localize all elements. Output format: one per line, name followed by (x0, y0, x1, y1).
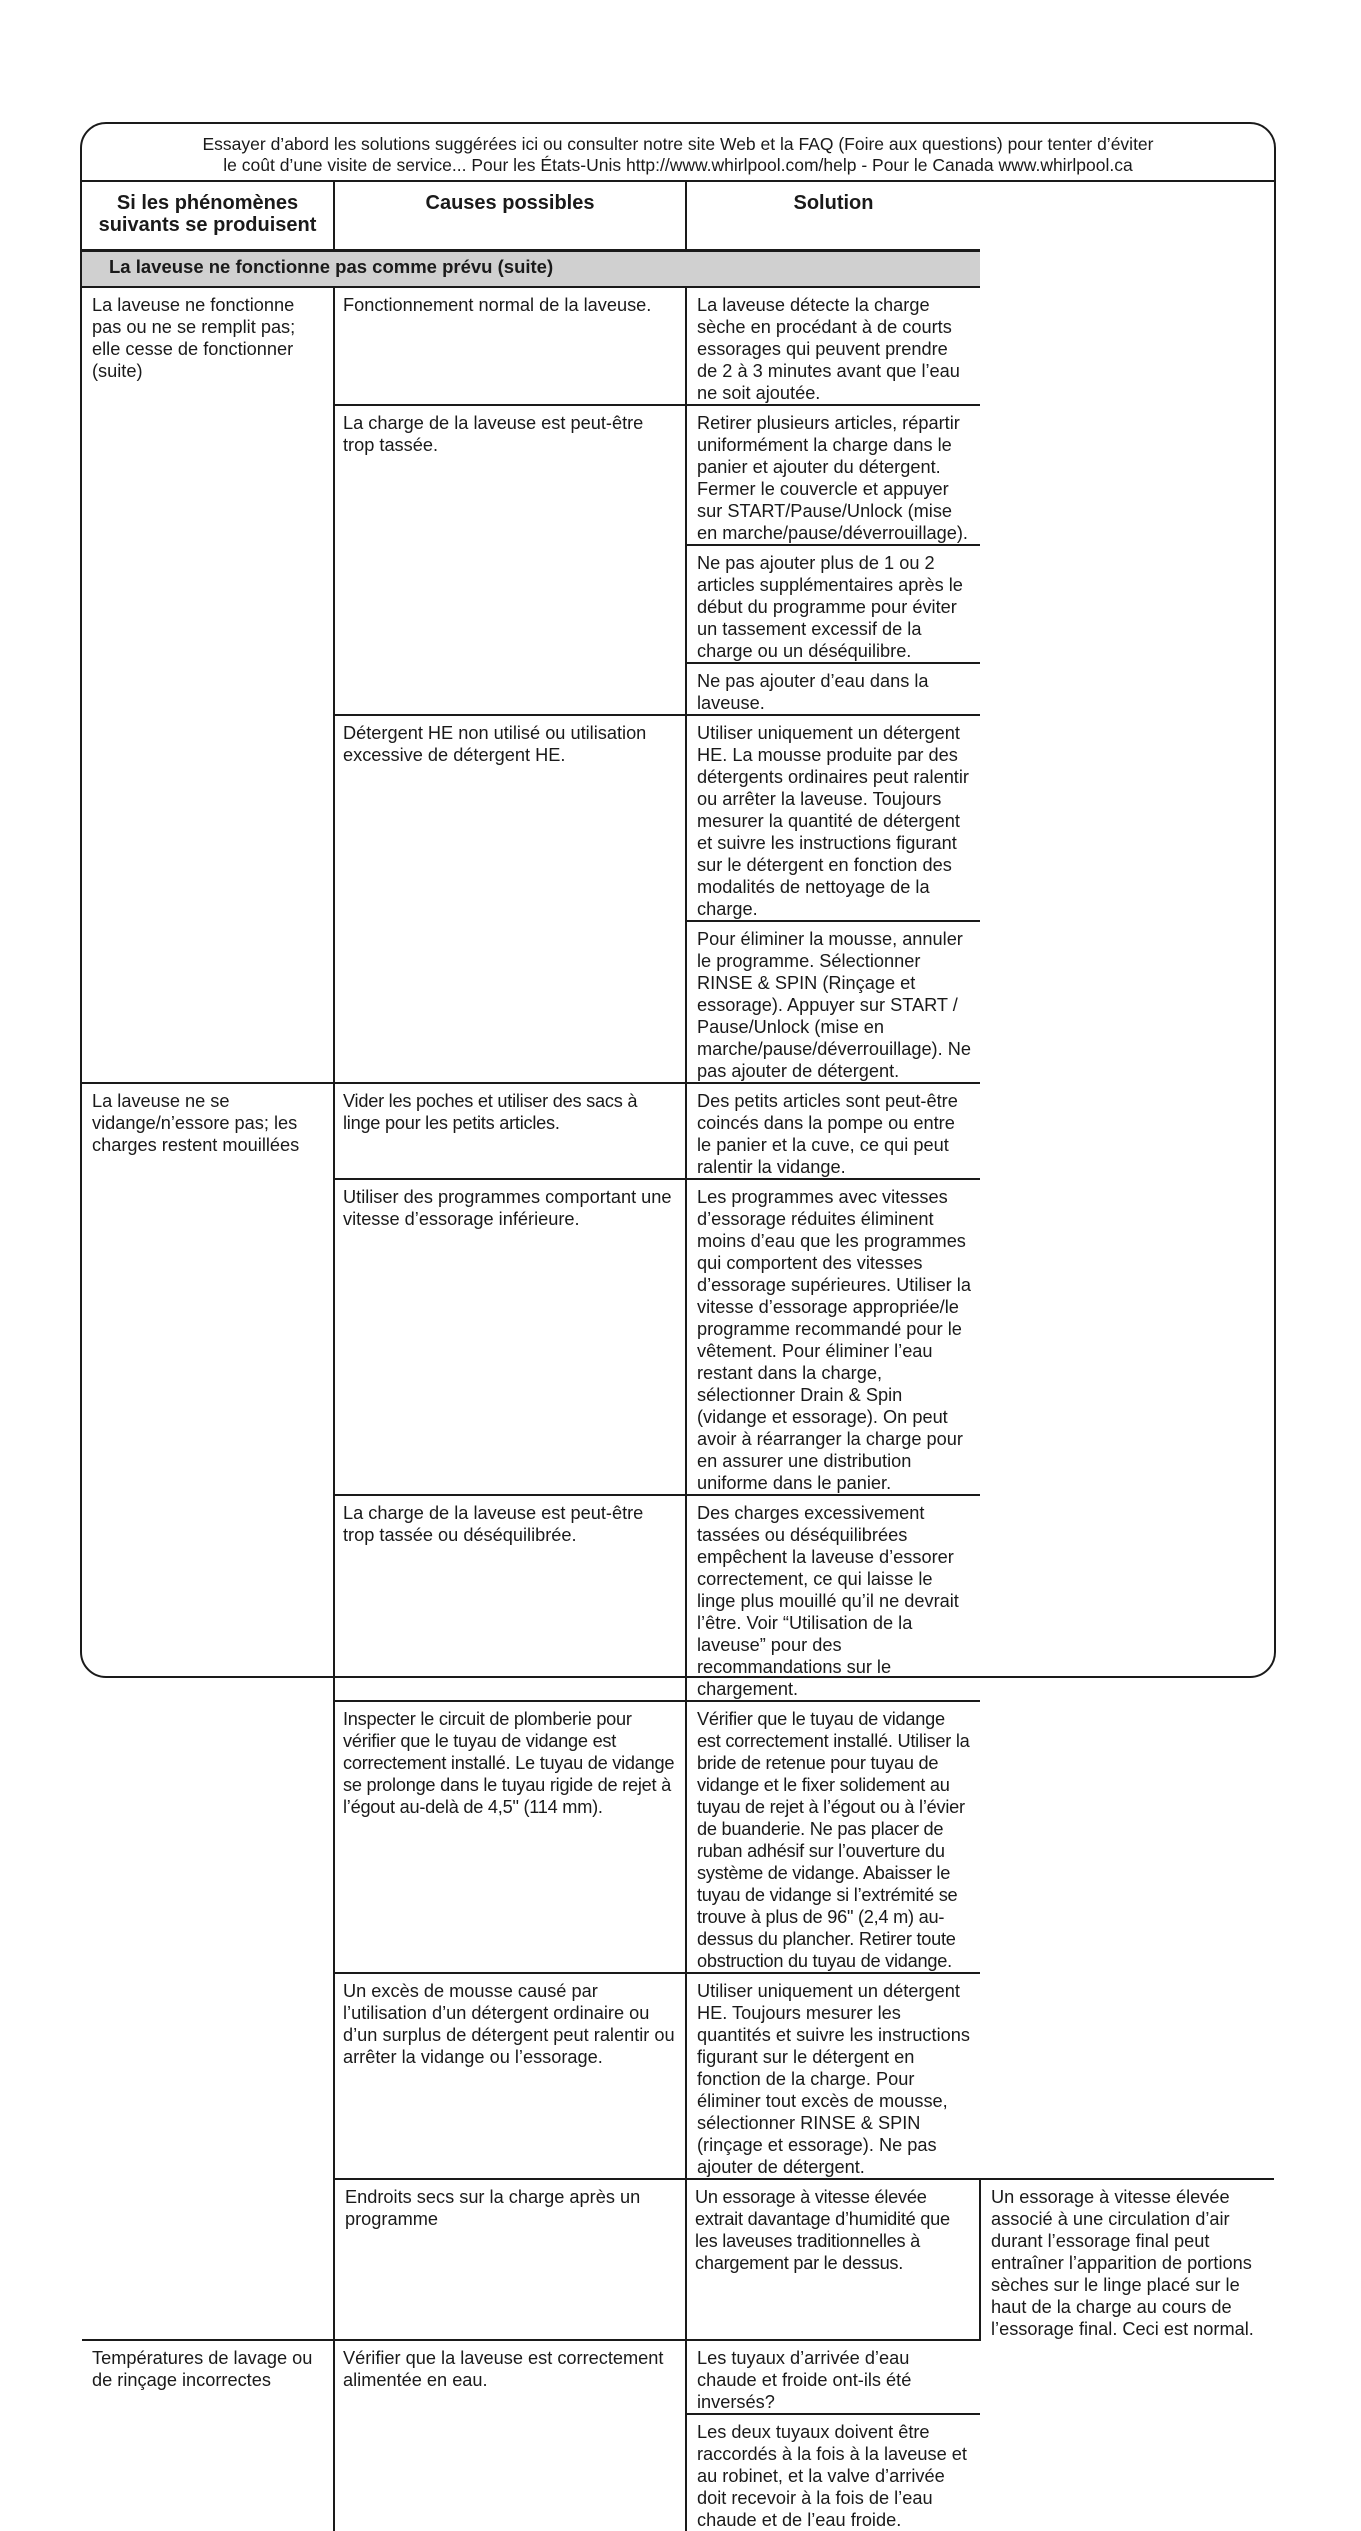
solution-cell: Les tuyaux d’arrivée d’eau chaude et froide ont-ils été inversés? (686, 2340, 980, 2414)
solution-cell: Un essorage à vitesse élevée associé à une circulation d’air durant l’essorage final peut entraîner l’apparition de portions sèches sur le linge placé sur le haut de la charge au cours de l’essorage final. Ceci est normal. (980, 2179, 1274, 2340)
header-solution: Solution (686, 182, 980, 250)
cause-cell: Vider les poches et utiliser des sacs à linge pour les petits articles. (334, 1083, 686, 1179)
cause-cell: Utiliser des programmes comportant une vitesse d’essorage inférieure. (334, 1179, 686, 1495)
solution-cell: Utiliser uniquement un détergent HE. Toujours mesurer les quantités et suivre les instructions figurant sur le détergent en fonction de la charge. Pour éliminer tout excès de mousse, sélectionner RINSE & SPIN (rinçage et essorage). Ne pas ajouter de détergent. (686, 1973, 980, 2179)
header-problem: Si les phénomènes suivants se produisent (82, 182, 334, 250)
table-row (82, 287, 1274, 405)
solution-cell: Pour éliminer la mousse, annuler le programme. Sélectionner RINSE & SPIN (Rinçage et essorage). Appuyer sur START / Pause/Unlock (mise en marche/pause/déverrouillage). Ne pas ajouter de détergent. (686, 921, 980, 1083)
intro-note (82, 124, 1274, 182)
section-row (82, 250, 1274, 287)
solution-cell: Les deux tuyaux doivent être raccordés à la fois à la laveuse et au robinet, et la valve d’arrivée doit recevoir à la fois de l’eau chaude et de l’eau froide. (686, 2414, 980, 2531)
cause-cell: Fonctionnement normal de la laveuse. (334, 287, 686, 405)
section-title: La laveuse ne fonctionne pas comme prévu (suite) (82, 250, 980, 287)
solution-cell: Retirer plusieurs articles, répartir uniformément la charge dans le panier et ajouter du détergent. Fermer le couvercle et appuyer sur START/Pause/Unlock (mise en marche/pause/déverrouillage). (686, 405, 980, 545)
solution-cell: Vérifier que le tuyau de vidange est correctement installé. Utiliser la bride de retenue pour tuyau de vidange et le fixer solidement au tuyau de rejet à l’égout ou à l’évier de buanderie. Ne pas placer de ruban adhésif sur l’ouverture du système de vidange. Abaisser le tuyau de vidange si l’extrémité se trouve à plus de 96" (2,4 m) au-dessus du plancher. Retirer toute obstruction du tuyau de vidange. (686, 1701, 980, 1973)
problem-cell: Endroits secs sur la charge après un programme (334, 2179, 686, 2340)
cause-cell: Un excès de mousse causé par l’utilisation d’un détergent ordinaire ou d’un surplus de détergent peut ralentir ou arrêter la vidange ou l’essorage. (334, 1973, 686, 2179)
table-header-row (82, 182, 1274, 250)
cause-cell: La charge de la laveuse est peut-être trop tassée. (334, 405, 686, 715)
solution-cell: Ne pas ajouter d’eau dans la laveuse. (686, 663, 980, 715)
table-row (82, 1083, 1274, 1179)
troubleshooting-panel (80, 122, 1276, 2530)
intro-line-1: Essayer d’abord les solutions suggérées ici ou consulter notre site Web et la FAQ (Foire aux questions) pour tenter d’éviter (202, 134, 1154, 154)
problem-cell: La laveuse ne fonctionne pas ou ne se remplit pas; elle cesse de fonctionner (suite) (82, 287, 334, 1083)
solution-cell: La laveuse détecte la charge sèche en procédant à de courts essorages qui peuvent prendre de 2 à 3 minutes avant que l’eau ne soit ajoutée. (697, 295, 960, 403)
solution-cell: Des charges excessivement tassées ou déséquilibrées empêchent la laveuse d’essorer correctement, ce qui laisse le linge plus mouillé qu’il ne devrait l’être. Voir “Utilisation de la laveuse” pour des recommandations sur le chargement. (686, 1495, 980, 1701)
problem-cell: La laveuse ne se vidange/n’essore pas; les charges restent mouillées (82, 1083, 334, 2340)
cause-cell: Inspecter le circuit de plomberie pour vérifier que le tuyau de vidange est correctement installé. Le tuyau de vidange se prolonge dans le tuyau rigide de rejet à l’égout au-delà de 4,5" (114 mm). (334, 1701, 686, 1973)
solution-cell: Des petits articles sont peut-être coincés dans la pompe ou entre le panier et la cuve, ce qui peut ralentir la vidange. (686, 1083, 980, 1179)
cause-cell: Un essorage à vitesse élevée extrait davantage d’humidité que les laveuses traditionnelles à chargement par le dessus. (686, 2179, 980, 2340)
problem-cell: Températures de lavage ou de rinçage incorrectes (82, 2340, 334, 2531)
solution-cell: Utiliser uniquement un détergent HE. La mousse produite par des détergents ordinaires peut ralentir ou arrêter la laveuse. Toujours mesurer la quantité de détergent et suivre les instructions figurant sur le détergent en fonction des modalités de nettoyage de la charge. (686, 715, 980, 921)
table-row (82, 2340, 1274, 2414)
solution-cell: Les programmes avec vitesses d’essorage réduites éliminent moins d’eau que les programmes qui comportent des vitesses d’essorage supérieures. Utiliser la vitesse d’essorage appropriée/le programme recommandé pour le vêtement. Pour éliminer l’eau restant dans la charge, sélectionner Drain & Spin (vidange et essorage). On peut avoir à réarranger la charge pour en assurer une distribution uniforme dans le panier. (686, 1179, 980, 1495)
intro-line-2: le coût d’une visite de service... Pour les États-Unis http://www.whirlpool.com/help - Pour le Canada www.whirlpool.ca (223, 155, 1133, 175)
solution-cell: Ne pas ajouter plus de 1 ou 2 articles supplémentaires après le début du programme pour éviter un tassement excessif de la charge ou un déséquilibre. (686, 545, 980, 663)
cause-cell: Vérifier que la laveuse est correctement alimentée en eau. (334, 2340, 686, 2531)
header-cause: Causes possibles (334, 182, 686, 250)
cause-cell: Détergent HE non utilisé ou utilisation excessive de détergent HE. (334, 715, 686, 1083)
cause-cell: La charge de la laveuse est peut-être trop tassée ou déséquilibrée. (334, 1495, 686, 1701)
troubleshooting-table (82, 182, 1274, 2531)
